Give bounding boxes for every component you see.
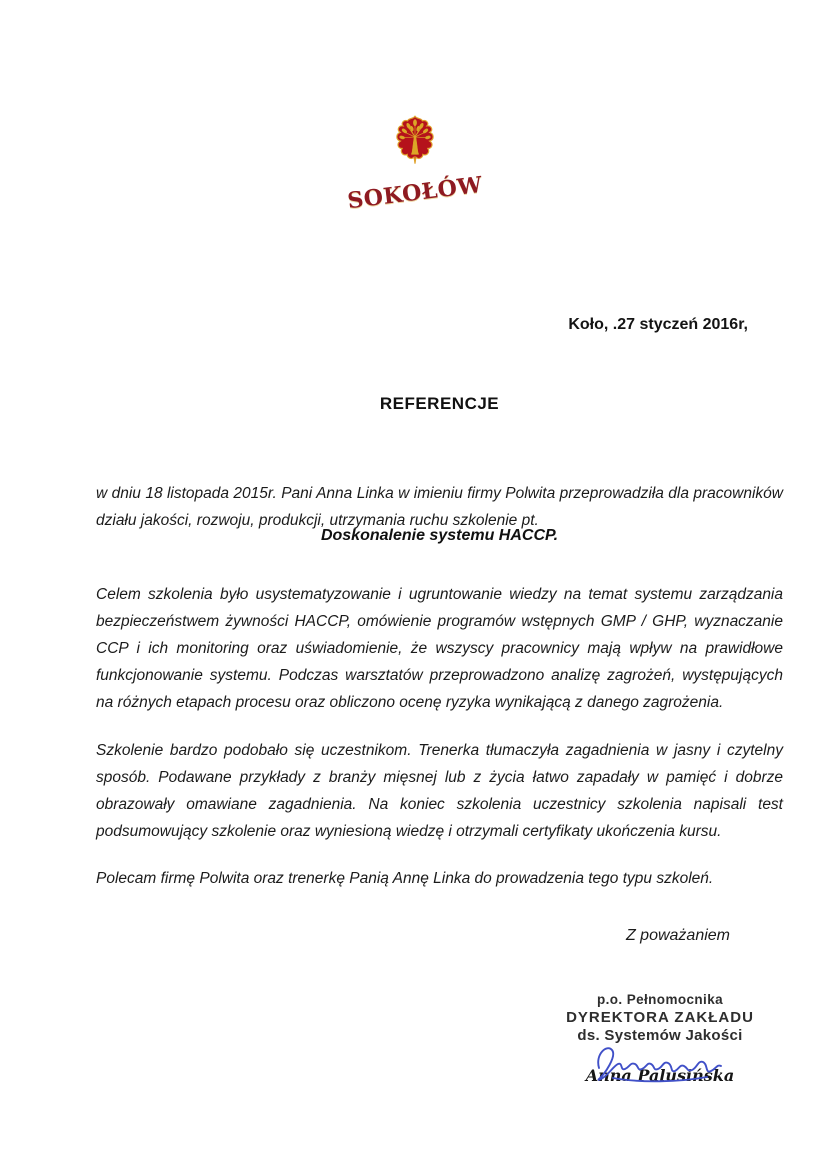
signatory-role-line2: DYREKTORA ZAKŁADU	[566, 1009, 754, 1026]
paragraph-intro: w dniu 18 listopada 2015r. Pani Anna Linka w imieniu firmy Polwita przeprowadziła dla pracowników działu jakości, rozwoju, produkcji, utrzymania ruchu szkolenie pt.	[96, 484, 783, 529]
paragraph-feedback: Szkolenie bardzo podobało się uczestnikom. Trenerka tłumaczyła zagadnienia w jasny i czytelny sposób. Podawane przykłady z branży mięsnej lub z życia łatwo zapadały w pamięć i dobrze obrazowały omawiane zagadnienia. Na koniec szkolenia uczestnicy szkolenia napisali test podsumowujący szkolenie oraz wyniesioną wiedzę i otrzymali certyfikaty ukończenia kursu.	[96, 741, 783, 840]
company-logo	[345, 108, 485, 213]
training-subject-line: Doskonalenie systemu HACCP.	[320, 527, 559, 544]
paragraph-recommendation: Polecam firmę Polwita oraz trenerkę Panią Annę Linka do prowadzenia tego typu szkoleń.	[96, 869, 714, 887]
sokolow-shield-icon	[392, 108, 438, 176]
signatory-name: Anna Palusińska	[585, 1066, 735, 1085]
handwritten-signature	[585, 1040, 735, 1084]
signatory-role-line3: ds. Systemów Jakości	[577, 1027, 743, 1044]
closing-phrase: Z poważaniem	[625, 927, 730, 944]
paragraph-training-goal: Celem szkolenia było usystematyzowanie i ugruntowanie wiedzy na temat systemu zarządzania bezpieczeństwem żywności HACCP, omówienie programów wstępnych GMP / GHP, wyznaczanie CCP i ich monitoring oraz uświadomienie, że wszyscy pracownicy mają wpływ na prawidłowe funkcjonowanie systemu. Podczas warsztatów przeprowadzono analizę zagrożeń, występujących na różnych etapach procesu oraz obliczono ocenę ryzyka wynikającą z danego zagrożenia.	[96, 585, 783, 711]
signatory-role-line1: p.o. Pełnomocnika	[596, 992, 724, 1007]
date-line: Koło, .27 styczeń 2016r,	[568, 316, 748, 333]
signature-block	[540, 992, 780, 1085]
document-title: REFERENCJE	[379, 394, 500, 413]
sokolow-wordmark: SOKOŁÓW	[346, 171, 484, 215]
